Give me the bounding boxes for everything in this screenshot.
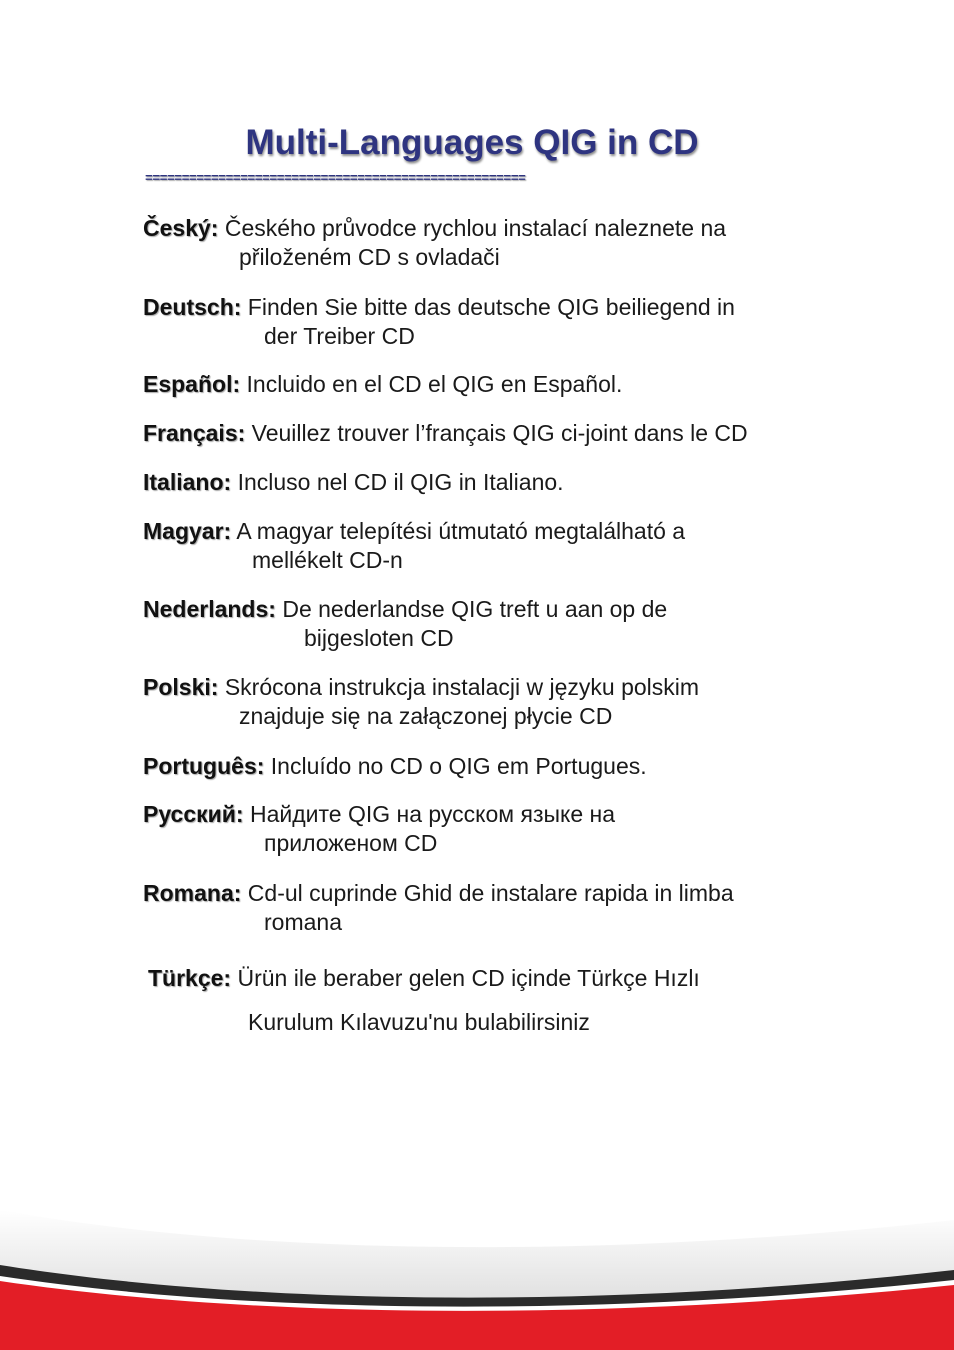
language-label: Português:: [143, 753, 265, 779]
language-label: Polski:: [143, 674, 219, 700]
entry-continuation: přiloženém CD s ovladači: [239, 244, 500, 270]
entry-text: Cd-ul cuprinde Ghid de instalare rapida in limba: [247, 880, 734, 906]
title-underline: ====================================================: [145, 172, 526, 186]
entry-text: Incluso nel CD il QIG in Italiano.: [237, 469, 564, 495]
language-label: Romana:: [143, 880, 242, 906]
entry-text: Найдите QIG на русском языке на: [249, 801, 616, 827]
entry-continuation: romana: [264, 909, 342, 935]
entry-continuation: znajduje się na załączonej płycie CD: [239, 703, 613, 729]
entry-french: [143, 419, 833, 448]
language-label: Český:: [143, 215, 219, 241]
entry-text: Incluido en el CD el QIG en Español.: [246, 371, 623, 397]
entry-czech: [143, 214, 833, 272]
entry-turkish: [148, 956, 838, 1044]
page-title: Multi-Languages QIG in CD: [245, 123, 699, 162]
entry-text: De nederlandse QIG treft u aan op de: [282, 596, 668, 622]
entry-dutch: [143, 595, 833, 653]
language-label: Italiano:: [143, 469, 232, 495]
language-label: Türkçe:: [148, 965, 232, 991]
entry-romanian: [143, 879, 833, 937]
entry-text: Finden Sie bitte das deutsche QIG beiliegend in: [247, 294, 735, 320]
entry-continuation: Kurulum Kılavuzu'nu bulabilirsiniz: [248, 1009, 590, 1035]
entry-continuation: bijgesloten CD: [304, 625, 454, 651]
entry-text: Skrócona instrukcja instalacji w języku polskim: [224, 674, 700, 700]
entry-german: [143, 293, 833, 351]
footer-swoosh-decoration: [0, 1180, 954, 1350]
entry-polish: [143, 673, 833, 731]
entry-hungarian: [143, 517, 833, 575]
language-label: Nederlands:: [143, 596, 276, 622]
entry-text: A magyar telepítési útmutató megtalálható a: [236, 518, 686, 544]
entry-continuation: mellékelt CD-n: [252, 547, 403, 573]
entry-text: Českého průvodce rychlou instalací naleznete na: [224, 215, 727, 241]
language-label: Español:: [143, 371, 241, 397]
entry-spanish: [143, 370, 833, 399]
entry-text: Incluído no CD o QIG em Portugues.: [270, 753, 647, 779]
entry-continuation: приложеном CD: [264, 830, 438, 856]
language-label: Русский:: [143, 801, 244, 827]
language-label: Français:: [143, 420, 246, 446]
entry-italian: [143, 468, 833, 497]
entry-russian: [143, 800, 833, 858]
language-label: Deutsch:: [143, 294, 242, 320]
entry-continuation: der Treiber CD: [264, 323, 415, 349]
language-label: Magyar:: [143, 518, 232, 544]
entry-text: Ürün ile beraber gelen CD içinde Türkçe Hızlı: [237, 965, 700, 991]
entry-portuguese: [143, 752, 833, 781]
entry-text: Veuillez trouver l’français QIG ci-joint dans le CD: [251, 420, 748, 446]
